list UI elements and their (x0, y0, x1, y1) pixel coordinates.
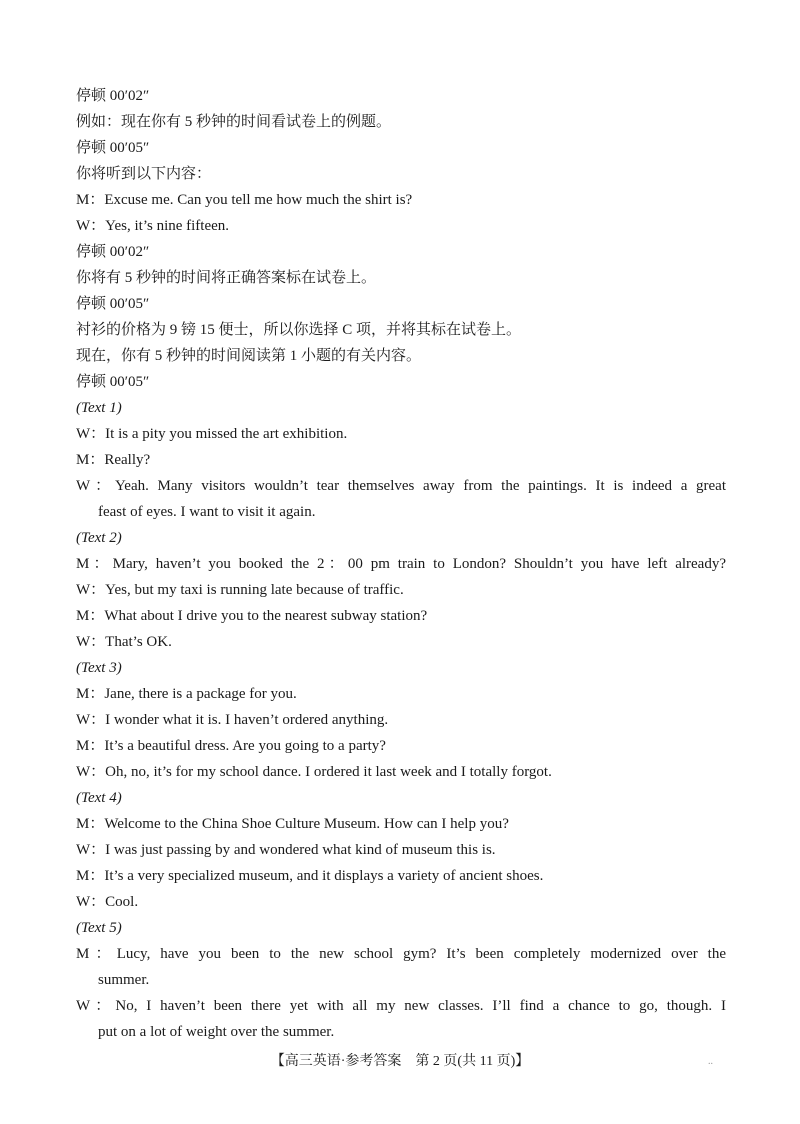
dialogue-line: W：I was just passing by and wondered what kind of museum this is. (76, 842, 496, 858)
dialogue-continuation: put on a lot of weight over the summer. (98, 1024, 335, 1040)
pause-line: 停顿 00′02″ (76, 244, 150, 260)
pause-line: 停顿 00′05″ (76, 140, 150, 156)
text-heading: (Text 1) (76, 400, 122, 416)
dialogue-line: W：No, I haven’t been there yet with all my new classes. I’ll find a chance to go, though. I (76, 998, 726, 1014)
dialogue-line: M：Really? (76, 452, 151, 468)
dialogue-line: M：Jane, there is a package for you. (76, 686, 297, 702)
dialogue-line: M：Welcome to the China Shoe Culture Museum. How can I help you? (76, 816, 509, 832)
instruction-line: 例如：现在你有 5 秒钟的时间看试卷上的例题。 (76, 114, 392, 130)
corner-mark: .. (708, 1056, 713, 1067)
pause-line: 停顿 00′05″ (76, 296, 150, 312)
instruction-line: 你将有 5 秒钟的时间将正确答案标在试卷上。 (76, 270, 377, 286)
dialogue-line: M：It’s a beautiful dress. Are you going to a party? (76, 738, 386, 754)
dialogue-line: W：That’s OK. (76, 634, 172, 650)
dialogue-line: W：Yes, but my taxi is running late because of traffic. (76, 582, 404, 598)
dialogue-continuation: summer. (98, 972, 150, 988)
page-footer: 【高三英语·参考答案 第 2 页(共 11 页)】 (270, 1054, 530, 1069)
instruction-line: 现在，你有 5 秒钟的时间阅读第 1 小题的有关内容。 (76, 348, 422, 364)
instruction-line: 衬衫的价格为 9 镑 15 便士，所以你选择 C 项，并将其标在试卷上。 (76, 322, 522, 338)
dialogue-line: M：What about I drive you to the nearest subway station? (76, 608, 428, 624)
dialogue-line: W：I wonder what it is. I haven’t ordered anything. (76, 712, 389, 728)
instruction-line: 你将听到以下内容： (76, 166, 212, 182)
dialogue-line: W：It is a pity you missed the art exhibition. (76, 426, 348, 442)
dialogue-line: W：Yeah. Many visitors wouldn’t tear themselves away from the paintings. It is indeed a great (76, 478, 726, 494)
text-heading: (Text 4) (76, 790, 122, 806)
dialogue-line: M：Lucy, have you been to the new school gym? It’s been completely modernized over the (76, 946, 726, 962)
text-heading: (Text 3) (76, 660, 122, 676)
dialogue-line: M：It’s a very specialized museum, and it displays a variety of ancient shoes. (76, 868, 544, 884)
pause-line: 停顿 00′02″ (76, 88, 150, 104)
pause-line: 停顿 00′05″ (76, 374, 150, 390)
text-heading: (Text 2) (76, 530, 122, 546)
dialogue-line: M：Mary, haven’t you booked the 2：00 pm train to London? Shouldn’t you have left already? (76, 556, 726, 572)
dialogue-line: M：Excuse me. Can you tell me how much the shirt is? (76, 192, 413, 208)
dialogue-line: W：Cool. (76, 894, 139, 910)
text-heading: (Text 5) (76, 920, 122, 936)
dialogue-line: W：Yes, it’s nine fifteen. (76, 218, 230, 234)
dialogue-line: W：Oh, no, it’s for my school dance. I ordered it last week and I totally forgot. (76, 764, 552, 780)
dialogue-continuation: feast of eyes. I want to visit it again. (98, 504, 316, 520)
